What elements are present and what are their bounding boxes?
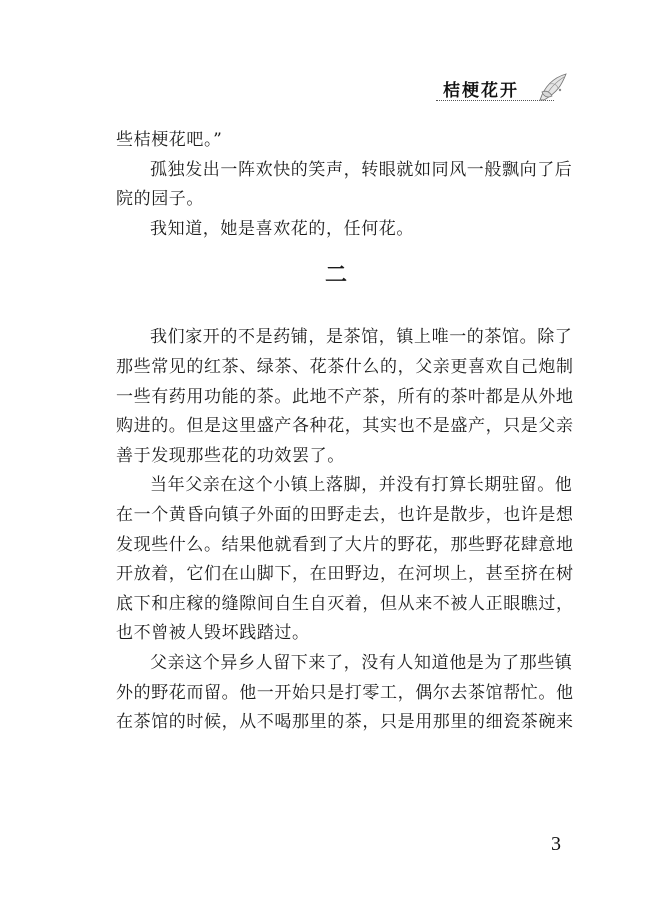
text-line: 那些常见的红茶、绿茶、花茶什么的，父亲更喜欢自己炮制	[116, 356, 574, 377]
text-line: 我们家开的不是药铺，是茶馆，镇上唯一的茶馆。除了	[150, 327, 573, 348]
running-header-title: 桔梗花开	[443, 81, 519, 101]
text-line: 也不曾被人毁坏践踏过。	[116, 623, 310, 644]
text-line: 善于发现那些花的功效罢了。	[116, 445, 345, 466]
chapter-heading: 二	[324, 263, 347, 289]
text-line: 外的野花而留。他一开始只是打零工，偶尔去茶馆帮忙。他	[116, 682, 574, 703]
text-line: 父亲这个异乡人留下来了，没有人知道他是为了那些镇	[150, 652, 573, 673]
text-line: 在一个黄昏向镇子外面的田野走去，也许是散步，也许是想	[116, 504, 574, 525]
page-number: 3	[551, 833, 561, 855]
text-line: 购进的。但是这里盛产各种花，其实也不是盛产，只是父亲	[116, 416, 574, 437]
text-line: 孤独发出一阵欢快的笑声，转眼就如同风一般飘向了后	[150, 159, 573, 180]
bellflower-icon	[536, 70, 570, 104]
text-line: 院的园子。	[116, 189, 204, 210]
body-text	[116, 126, 574, 738]
text-line: 我知道，她是喜欢花的，任何花。	[150, 218, 414, 239]
text-line: 在茶馆的时候，从不喝那里的茶，只是用那里的细瓷茶碗来	[116, 712, 574, 733]
text-line: 一些有药用功能的茶。此地不产茶，所有的茶叶都是从外地	[116, 386, 574, 407]
text-line: 当年父亲在这个小镇上落脚，并没有打算长期驻留。他	[150, 475, 573, 496]
text-line: 底下和庄稼的缝隙间自生自灭着，但从来不被人正眼瞧过，	[116, 593, 574, 614]
text-line: 些桔梗花吧。”	[116, 130, 223, 150]
text-line: 发现些什么。结果他就看到了大片的野花，那些野花肆意地	[116, 534, 574, 555]
text-line: 开放着，它们在山脚下，在田野边，在河坝上，甚至挤在树	[116, 564, 574, 585]
